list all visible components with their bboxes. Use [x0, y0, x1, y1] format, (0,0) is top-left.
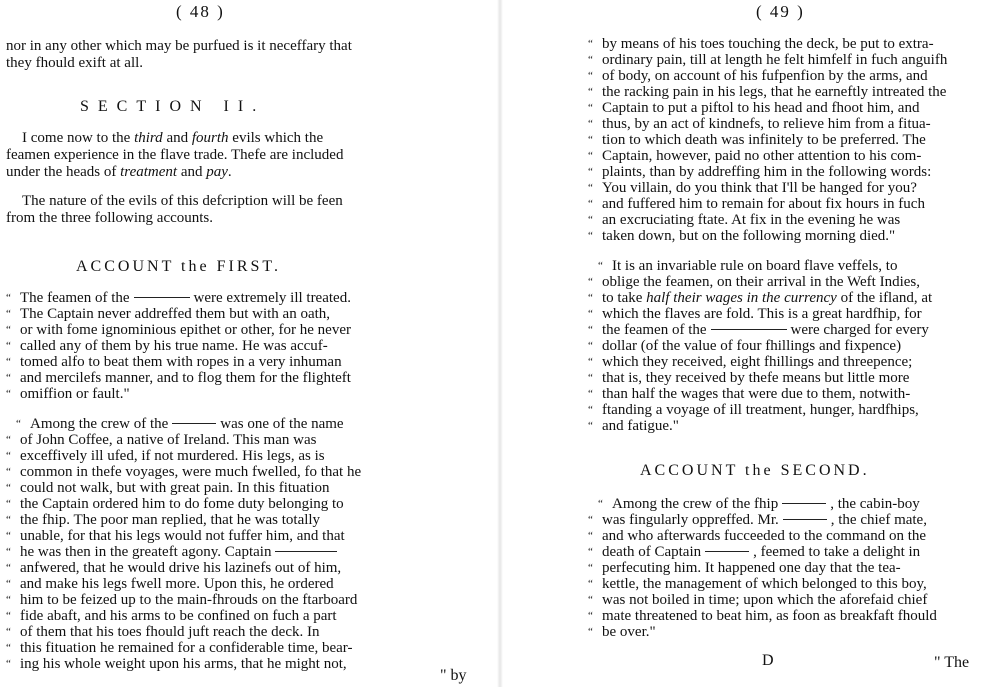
- quote-line: “ Captain, however, paid no other attention to his com-: [588, 148, 922, 164]
- page-number: ( 48 ): [176, 2, 225, 21]
- quote-text: The Captain never addreffed them but with an oath,: [20, 306, 331, 322]
- quote-line: “ exceffively ill ufed, if not murdered. His legs, as is: [6, 448, 325, 464]
- quote-text: was not boiled in time; upon which the aforefaid chief: [602, 592, 928, 608]
- text-line: The nature of the evils of this defcription will be feen: [22, 193, 343, 209]
- quote-text: the racking pain in his legs, that he earneftly intreated the: [602, 84, 947, 100]
- quote-line: “ It is an invariable rule on board flave veffels, to: [598, 258, 898, 274]
- quote-text: of them that his toes fhould juft reach the deck. In: [20, 624, 320, 640]
- quote-text: exceffively ill ufed, if not murdered. His legs, as is: [20, 448, 325, 464]
- quote-text: called any of them by his true name. He was accuf-: [20, 338, 328, 354]
- text-line: they fhould exift at all.: [6, 55, 144, 71]
- quote-text: or with fome ignominious epithet or other, for he never: [20, 322, 351, 338]
- quote-text: were charged for every: [790, 322, 929, 338]
- quote-line: “ Among the crew of the was one of the name: [16, 416, 344, 432]
- quote-text: than half the wages that were due to them, notwith-: [602, 386, 911, 402]
- section-heading: SECTION II.: [80, 98, 266, 115]
- quote-line: “ the fhip. The poor man replied, that he was totally: [6, 512, 321, 528]
- quote-text: Captain to put a piftol to his head and fhoot him, and: [602, 100, 920, 116]
- quote-text: could not walk, but with great pain. In this fituation: [20, 480, 330, 496]
- quote-line: “ ordinary pain, till at length he felt himfelf in fuch anguifh: [588, 52, 948, 68]
- quote-text: ftanding a voyage of ill treatment, hunger, hardfhips,: [602, 402, 919, 418]
- quote-line: “ the racking pain in his legs, that he earneftly intreated the: [588, 84, 947, 100]
- quote-line: “ by means of his toes touching the deck, be put to extra-: [588, 36, 934, 52]
- quote-line: “ plaints, than by addreffing him in the following words:: [588, 164, 932, 180]
- quote-text: death of Captain: [602, 544, 702, 560]
- quote-text: unable, for that his legs would not fuffer him, and that: [20, 528, 345, 544]
- quote-line: “ common in thefe voyages, were much fwelled, fo that he: [6, 464, 362, 480]
- text-line: feamen experience in the flave trade. Thefe are included: [6, 147, 344, 163]
- quote-text: tion to which death was infinitely to be preferred. The: [602, 132, 926, 148]
- quote-text: of John Coffee, a native of Ireland. This man was: [20, 432, 317, 448]
- quote-text: be over.": [602, 624, 656, 640]
- quote-line: “ an excruciating ftate. At fix in the evening he was: [588, 212, 901, 228]
- quote-line: “ and fuffered him to remain for about fix hours in fuch: [588, 196, 925, 212]
- quote-text: thus, by an act of kindnefs, to relieve him from a fitua-: [602, 116, 931, 132]
- quote-text: You villain, do you think that I'll be hanged for you?: [602, 180, 917, 196]
- quote-line: “ was not boiled in time; upon which the aforefaid chief: [588, 592, 928, 608]
- account-heading: ACCOUNT the FIRST.: [76, 258, 281, 275]
- quote-line: “ ing his whole weight upon his arms, that he might not,: [6, 656, 347, 672]
- blank-name-dash: [705, 551, 749, 552]
- quote-text: the Captain ordered him to do fome duty belonging to: [20, 496, 344, 512]
- quote-line: “ and who afterwards fucceeded to the command on the: [588, 528, 927, 544]
- account-heading: ACCOUNT the SECOND.: [640, 462, 870, 479]
- quote-line: “ the Captain ordered him to do fome duty belonging to: [6, 496, 344, 512]
- right-page: [500, 0, 1000, 687]
- text-line: nor in any other which may be purfued is it neceffary that: [6, 38, 352, 54]
- quote-line: “ that is, they received by thefe means but little more: [588, 370, 910, 386]
- quote-line: “ him to be feized up to the main-fhrouds on the ftarboard: [6, 592, 358, 608]
- quote-line: “ could not walk, but with great pain. In this fituation: [6, 480, 330, 496]
- quote-text: , the cabin-boy: [830, 496, 920, 512]
- quote-line: “ The feamen of the were extremely ill treated.: [6, 290, 351, 306]
- quote-text: omiffion or fault.": [20, 386, 130, 402]
- quote-text: and make his legs fwell more. Upon this, he ordered: [20, 576, 334, 592]
- quote-line: “ the feamen of the were charged for every: [588, 322, 929, 338]
- quote-line: “ thus, by an act of kindnefs, to relieve him from a fitua-: [588, 116, 931, 132]
- quote-line: “ this fituation he remained for a confiderable time, bear-: [6, 640, 353, 656]
- quote-line: “ fide abaft, and his arms to be confined on fuch a part: [6, 608, 337, 624]
- quote-line: “ ftanding a voyage of ill treatment, hunger, hardfhips,: [588, 402, 919, 418]
- quote-text: by means of his toes touching the deck, be put to extra-: [602, 36, 934, 52]
- quote-text: him to be feized up to the main-fhrouds on the ftarboard: [20, 592, 358, 608]
- quote-text: The feamen of the: [20, 290, 130, 306]
- quote-line: “ which they received, eight fhillings and threepence;: [588, 354, 913, 370]
- quote-text: was one of the name: [220, 416, 344, 432]
- quote-text: ordinary pain, till at length he felt himfelf in fuch anguifh: [602, 52, 948, 68]
- blank-name-dash: [711, 329, 787, 330]
- quote-text: and who afterwards fucceeded to the command on the: [602, 528, 927, 544]
- quote-text: which they received, eight fhillings and threepence;: [602, 354, 913, 370]
- quote-line: “ taken down, but on the following morning died.": [588, 228, 896, 244]
- quote-line: “ called any of them by his true name. He was accuf-: [6, 338, 328, 354]
- quote-text: this fituation he remained for a confiderable time, bear-: [20, 640, 353, 656]
- quote-text: Among the crew of the fhip: [612, 496, 779, 512]
- quote-line: “ was fingularly oppreffed. Mr. , the chief mate,: [588, 512, 927, 528]
- quote-line: “ anfwered, that he would drive his lazinefs out of him,: [6, 560, 342, 576]
- quote-line: “ kettle, the management of which belonged to this boy,: [588, 576, 927, 592]
- quote-line: “ You villain, do you think that I'll be hanged for you?: [588, 180, 917, 196]
- quote-text: that is, they received by thefe means but little more: [602, 370, 910, 386]
- quote-line: “ tion to which death was infinitely to be preferred. The: [588, 132, 926, 148]
- quote-text: oblige the feamen, on their arrival in the Weft Indies,: [602, 274, 920, 290]
- blank-name-dash: [134, 297, 190, 298]
- quote-line: “ and fatigue.": [588, 418, 679, 434]
- quote-text: ing his whole weight upon his arms, that he might not,: [20, 656, 347, 672]
- quote-text: the feamen of the: [602, 322, 707, 338]
- blank-name-dash: [275, 551, 337, 552]
- quote-line: “ he was then in the greateft agony. Captain: [6, 544, 341, 560]
- blank-name-dash: [172, 423, 216, 424]
- quote-text: taken down, but on the following morning died.": [602, 228, 896, 244]
- quote-text: dollar (of the value of four fhillings and fixpence): [602, 338, 902, 354]
- blank-name-dash: [782, 503, 826, 504]
- quote-text: tomed alfo to beat them with ropes in a very inhuman: [20, 354, 342, 370]
- quote-line: “ oblige the feamen, on their arrival in the Weft Indies,: [588, 274, 920, 290]
- quote-text: It is an invariable rule on board flave veffels, to: [612, 258, 898, 274]
- quote-line: “ and mercilefs manner, and to flog them for the flighteft: [6, 370, 351, 386]
- quote-text: was fingularly oppreffed. Mr.: [602, 512, 779, 528]
- quote-text: were extremely ill treated.: [193, 290, 351, 306]
- quote-line: “ perfecuting him. It happened one day that the tea-: [588, 560, 901, 576]
- quote-text: the fhip. The poor man replied, that he was totally: [20, 512, 321, 528]
- quote-line: “ and make his legs fwell more. Upon this, he ordered: [6, 576, 334, 592]
- catchword: " The: [934, 654, 970, 671]
- text-line: I come now to the third and fourth evils which the: [22, 130, 324, 146]
- quote-text: an excruciating ftate. At fix in the evening he was: [602, 212, 901, 228]
- quote-line: “ The Captain never addreffed them but with an oath,: [6, 306, 331, 322]
- quote-line: “ of them that his toes fhould juft reach the deck. In: [6, 624, 320, 640]
- quote-line: “ to take half their wages in the currency of the ifland, at: [588, 290, 933, 306]
- quote-line: “ Captain to put a piftol to his head and fhoot him, and: [588, 100, 920, 116]
- quote-text: fide abaft, and his arms to be confined on fuch a part: [20, 608, 337, 624]
- quote-text: , the chief mate,: [830, 512, 927, 528]
- text-line: under the heads of treatment and pay.: [6, 164, 232, 180]
- quote-text: he was then in the greateft agony. Captain: [20, 544, 272, 560]
- quote-text: mate threatened to beat him, as foon as breakfaft fhould: [602, 608, 937, 624]
- quote-line: “ unable, for that his legs would not fuffer him, and that: [6, 528, 345, 544]
- page-number: ( 49 ): [756, 2, 805, 21]
- quote-line: “ than half the wages that were due to them, notwith-: [588, 386, 911, 402]
- quote-line: “ of body, on account of his fufpenfion by the arms, and: [588, 68, 928, 84]
- quote-text: plaints, than by addreffing him in the following words:: [602, 164, 932, 180]
- quote-text: perfecuting him. It happened one day that the tea-: [602, 560, 901, 576]
- quote-line: “ mate threatened to beat him, as foon as breakfaft fhould: [588, 608, 937, 624]
- quote-text: Among the crew of the: [30, 416, 169, 432]
- blank-name-dash: [783, 519, 827, 520]
- quote-line: “ dollar (of the value of four fhillings and fixpence): [588, 338, 902, 354]
- quote-text: and mercilefs manner, and to flog them for the flighteft: [20, 370, 351, 386]
- signature-mark: D: [762, 652, 774, 669]
- quote-text: common in thefe voyages, were much fwelled, fo that he: [20, 464, 362, 480]
- quote-text: kettle, the management of which belonged to this boy,: [602, 576, 927, 592]
- quote-line: “ omiffion or fault.": [6, 386, 130, 402]
- text-line: from the three following accounts.: [6, 210, 214, 226]
- quote-line: “ of John Coffee, a native of Ireland. This man was: [6, 432, 317, 448]
- quote-line: “ death of Captain , feemed to take a delight in: [588, 544, 921, 560]
- quote-line: “ or with fome ignominious epithet or other, for he never: [6, 322, 351, 338]
- quote-text: , feemed to take a delight in: [753, 544, 921, 560]
- catchword: " by: [440, 667, 467, 684]
- quote-line: “ which the flaves are fold. This is a great hardfhip, for: [588, 306, 922, 322]
- quote-line: “ tomed alfo to beat them with ropes in a very inhuman: [6, 354, 342, 370]
- quote-line: “ Among the crew of the fhip , the cabin-boy: [598, 496, 920, 512]
- quote-text: anfwered, that he would drive his lazinefs out of him,: [20, 560, 342, 576]
- quote-text: of body, on account of his fufpenfion by the arms, and: [602, 68, 928, 84]
- quote-text: Captain, however, paid no other attention to his com-: [602, 148, 922, 164]
- quote-text: and fatigue.": [602, 418, 679, 434]
- quote-text: and fuffered him to remain for about fix hours in fuch: [602, 196, 925, 212]
- quote-text: which the flaves are fold. This is a great hardfhip, for: [602, 306, 922, 322]
- quote-line: “ be over.": [588, 624, 656, 640]
